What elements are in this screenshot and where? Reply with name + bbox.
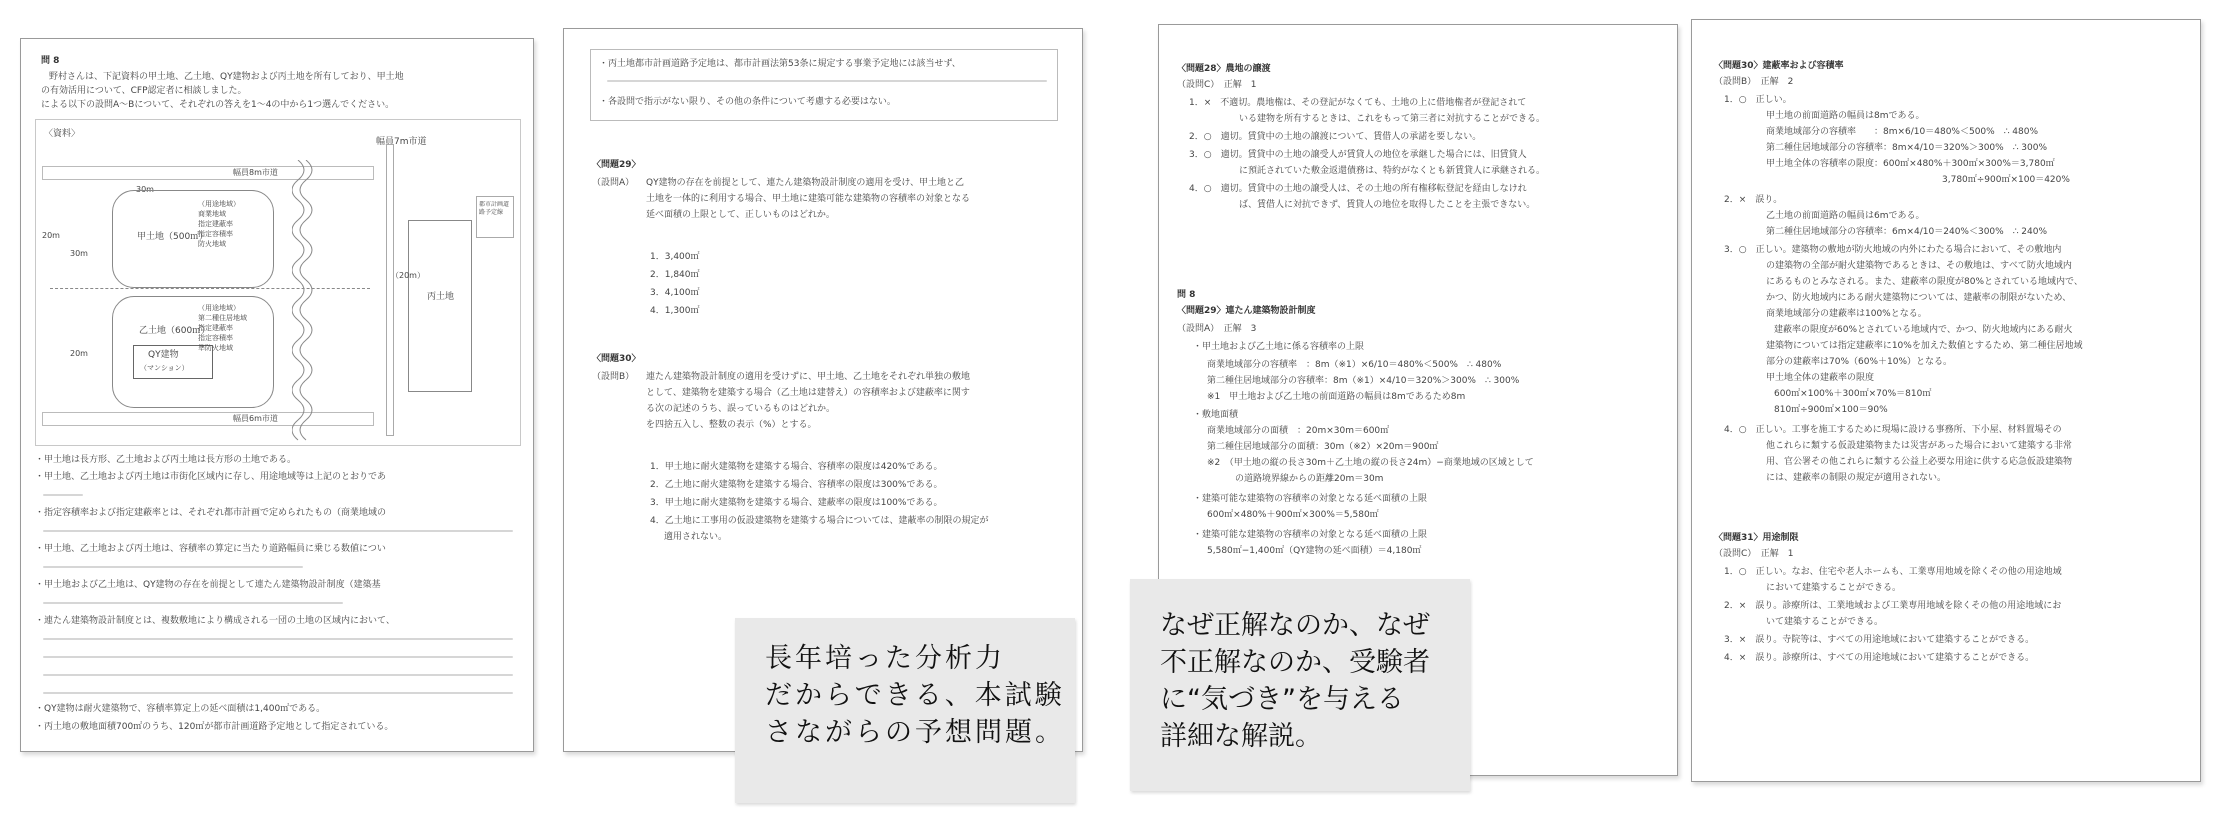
road-label: 幅員7m市道 <box>376 137 427 147</box>
answer-line: 甲土地全体の容積率の限度：600㎡×480%＋300㎡×300%＝3,780㎡ <box>1766 159 2055 169</box>
answer-cont: に預託されていた敷金返還債務は、特約がなくとも新賃貸人に承継される。 <box>1239 166 1546 176</box>
shiryo-label: 〈資料〉 <box>44 129 81 139</box>
lot-b: 乙土地（600㎡） QY建物 （マンション） <box>112 296 274 408</box>
intro-text: 野村さんは、下記資料の甲土地、乙土地、QY建物および丙土地を所有しており、甲土地 <box>49 72 404 82</box>
q29-text: QY建物の存在を前提として、連たん建築物設計制度の適用を受け、甲土地と乙 <box>646 178 965 188</box>
answer-line: 810㎡÷900㎡×100＝90% <box>1774 405 1888 415</box>
zone-text: 準防火地域 <box>198 344 233 352</box>
answer-line: 4．× 誤り。診療所は、すべての用途地域において建築することができる。 <box>1724 653 2035 663</box>
road-break-wavy <box>292 160 316 445</box>
answer-line: 第二種住居地域部分の容積率：8m×4/10＝320%＞300% ∴ 300% <box>1766 143 2048 153</box>
q29-text: 土地を一体的に利用する場合、甲土地に建築可能な建築物の容積率の対象となる <box>646 194 971 204</box>
notes-box <box>590 49 1058 121</box>
dim-label: 20m <box>70 349 88 358</box>
option: 4．1,300㎡ <box>650 306 700 316</box>
calc-line: の道路境界線からの距離20m＝30m <box>1235 474 1384 484</box>
q30-text: を四捨五入し、整数の表示（%）とする。 <box>646 420 817 430</box>
q29-heading: 〈問題29〉 <box>592 160 641 170</box>
q30-heading: 〈問題30〉 <box>592 354 641 364</box>
callout-line: さながらの予想問題。 <box>765 717 1065 748</box>
zone-text: 指定建蔽率 <box>198 324 233 332</box>
q30-answer: （設問B） 正解 2 <box>1714 77 1794 87</box>
q30-text: として、建築物を建築する場合（乙土地は建替え）の容積率および建蔽率に関す <box>646 388 970 398</box>
zone-boundary <box>50 288 370 289</box>
answer-line: の建築物の全部が耐火建築物であるときは、その敷地は、すべて防火地域内 <box>1766 261 2072 271</box>
answer-line: 建蔽率の限度が60%とされている地域内で、かつ、防火地域内にある耐火 <box>1774 325 2073 335</box>
zone-text: 防火地域 <box>198 240 226 248</box>
callout-line: なぜ正解なのか、なぜ <box>1160 610 1430 641</box>
q29-heading: 〈問題29〉連たん建築物設計制度 <box>1177 306 1316 316</box>
intro-text: の有効活用について、CFP認定者に相談しました。 <box>41 86 247 96</box>
zone-text: （用途地域） <box>198 304 240 312</box>
q30-heading: 〈問題30〉建蔽率および容積率 <box>1714 61 1844 71</box>
answer-line: 商業地域部分の容積率 ：8m×6/10＝480%＜500% ∴ 480% <box>1766 127 2039 137</box>
q29-label: （設問A） <box>592 178 635 188</box>
building-qy: QY建物 （マンション） <box>133 345 213 379</box>
answer-line: 600㎡×100%＋300㎡×70%＝810㎡ <box>1774 389 1932 399</box>
callout-line: 詳細な解説。 <box>1160 721 1322 752</box>
bullet-item: ・甲土地、乙土地および丙土地は市街化区域内に存し、用途地域等は上記のとおりであ <box>35 472 387 482</box>
text-line <box>43 566 303 568</box>
option: 4．乙土地に工事用の仮設建築物を建築する場合については、建蔽率の制限の規定が <box>650 516 989 526</box>
bullet-item: ・QY建物は耐火建築物で、容積率算定上の延べ面積は1,400㎡である。 <box>35 704 326 714</box>
answer-line: 1．○ 正しい。 <box>1724 95 1792 105</box>
lot-c: 丙土地 <box>408 220 472 392</box>
road-6m: 幅員6m市道 <box>42 412 374 426</box>
zone-text: 指定建蔽率 <box>198 220 233 228</box>
q31-heading: 〈問題31〉用途制限 <box>1714 533 1799 543</box>
zone-text: （用途地域） <box>198 200 240 208</box>
q28-heading: 〈問題28〉農地の譲渡 <box>1177 64 1271 74</box>
calc-line: ・甲土地および乙土地に係る容積率の上限 <box>1193 342 1365 352</box>
calc-line: ・敷地面積 <box>1193 410 1239 420</box>
answer-cont: いる建物を所有するときは、これをもって第三者に対抗することができる。 <box>1239 114 1546 124</box>
answer-line: 甲土地全体の建蔽率の限度 <box>1766 373 1875 383</box>
dim-label: 30m <box>136 185 154 194</box>
road-7m <box>386 144 394 436</box>
bullet-item: ・甲土地および乙土地は、QY建物の存在を前提として連たん建築物設計制度（建築基 <box>35 580 381 590</box>
answer-line: 商業地域部分の建蔽率は100%となる。 <box>1766 309 1927 319</box>
text-line <box>43 656 513 658</box>
bullet-item: ・連たん建築物設計制度とは、複数敷地により構成される一団の土地の区域内において、 <box>35 616 395 626</box>
answer-line: 他これらに類する仮設建築物または災害があった場合において建築する非常 <box>1766 441 2072 451</box>
answer-line: 建築物については指定建蔽率に10%を加えた数値とするため、第二種住居地域 <box>1766 341 2083 351</box>
note-text: ・各設問で指示がない限り、その他の条件について考慮する必要はない。 <box>599 97 896 107</box>
answer-item: 1．× 不適切。農地権は、その登記がなくても、土地の上に借地権者が登記されて <box>1189 98 1527 108</box>
calc-line: 600㎡×480%＋900㎡×300%＝5,580㎡ <box>1207 510 1379 520</box>
note-text: ・丙土地都市計画道路予定地は、都市計画法第53条に規定する事業予定地には該当せず、 <box>599 59 961 69</box>
sample-page-answers-2 <box>1691 19 2201 782</box>
answer-line: 2．× 誤り。診療所は、工業地域および工業専用地域を除くその他の用途地域にお <box>1724 601 2062 611</box>
answer-line: 部分の建蔽率は70%（60%＋10%）となる。 <box>1766 357 1953 367</box>
answer-item: 4．○ 適切。賃貸中の土地の譲受人は、その土地の所有権移転登記を経由しなけれ <box>1189 184 1527 194</box>
answer-line: 3．× 誤り。寺院等は、すべての用途地域において建築することができる。 <box>1724 635 2035 645</box>
answer-line: 甲土地の前面道路の幅員は8mである。 <box>1766 111 1925 121</box>
lot-a: 甲土地（500㎡） <box>112 190 274 288</box>
q29-text: 延べ面積の上限として、正しいものはどれか。 <box>646 210 835 220</box>
callout-line: だからできる、本試験 <box>765 680 1065 711</box>
answer-cont: ば、賃借人に対抗できず、賃貸人の地位を取得したことを主張できない。 <box>1239 200 1536 210</box>
answer-line: 1．○ 正しい。なお、住宅や老人ホームも、工業専用地域を除くその他の用途地域 <box>1724 567 2062 577</box>
option: 2．1,840㎡ <box>650 270 700 280</box>
option: 3．甲土地に耐火建築物を建築する場合、建蔽率の限度は100%である。 <box>650 498 943 508</box>
road-8m: 幅員8m市道 <box>42 166 374 180</box>
callout-explanation <box>1130 579 1470 791</box>
answer-item: 2．○ 適切。賃貸中の土地の譲渡について、賃借人の承諾を要しない。 <box>1189 132 1482 142</box>
option: 2．乙土地に耐火建築物を建築する場合、容積率の限度は300%である。 <box>650 480 943 490</box>
callout-line: 不正解なのか、受験者 <box>1160 647 1430 678</box>
option: 3．4,100㎡ <box>650 288 700 298</box>
callout-line: 長年培った分析力 <box>765 643 1005 674</box>
bullet-item: ・甲土地は長方形、乙土地および丙土地は長方形の土地である。 <box>35 455 297 465</box>
q30-text: る次の記述のうち、誤っているものはどれか。 <box>646 404 836 414</box>
calc-line: ・建築可能な建築物の容積率の対象となる延べ面積の上限 <box>1193 494 1428 504</box>
callout-prediction <box>735 618 1075 803</box>
q30-label: （設問B） <box>592 372 635 382</box>
option: 1．甲土地に耐火建築物を建築する場合、容積率の限度は420%である。 <box>650 462 943 472</box>
answer-line: 4．○ 正しい。工事を施工するために現場に設ける事務所、下小屋、材料置場その <box>1724 425 2062 435</box>
section-heading: 問 8 <box>1177 290 1196 300</box>
answer-line: 3,780㎡÷900㎡×100＝420% <box>1942 175 2070 185</box>
bullet-item: ・丙土地の敷地面積700㎡のうち、120㎡が都市計画道路予定地として指定されている。 <box>35 722 394 732</box>
text-line <box>43 602 343 604</box>
dim-label: （20m） <box>391 271 425 280</box>
answer-line: 2．× 誤り。 <box>1724 195 1783 205</box>
option: 1．3,400㎡ <box>650 252 700 262</box>
q30-text: 連たん建築物設計制度の適用を受けずに、甲土地、乙土地をそれぞれ単独の敷地 <box>646 372 971 382</box>
text-line <box>43 530 513 532</box>
q29-answer: （設問A） 正解 3 <box>1177 324 1257 334</box>
calc-line: 5,580㎡−1,400㎡（QY建物の延べ面積）＝4,180㎡ <box>1207 546 1422 556</box>
zone-text: 指定容積率 <box>198 230 233 238</box>
calc-line: 商業地域部分の容積率 ：8m（※1）×6/10＝480%＜500% ∴ 480% <box>1207 360 1502 370</box>
answer-line: 第二種住居地域部分の容積率：6m×4/10＝240%＜300% ∴ 240% <box>1766 227 2048 237</box>
calc-line: ・建築可能な建築物の容積率の対象となる延べ面積の上限 <box>1193 530 1428 540</box>
bullet-item: ・甲土地、乙土地および丙土地は、容積率の算定に当たり道路幅員に乗じる数値につい <box>35 544 386 554</box>
text-line <box>43 638 513 640</box>
answer-line: 用、官公署その他これらに類する公益上必要な用途に供する応急仮設建築物 <box>1766 457 2073 467</box>
dim-label: 30m <box>70 249 88 258</box>
answer-line: 乙土地の前面道路の幅員は6mである。 <box>1766 211 1925 221</box>
intro-text: による以下の設問A〜Bについて、それぞれの答えを1〜4の中から1つ選んでください。 <box>41 100 395 110</box>
calc-line: 第二種住居地域部分の容積率：8m（※1）×4/10＝320%＞300% ∴ 300% <box>1207 376 1520 386</box>
zone-text: 商業地域 <box>198 210 226 218</box>
bullet-item: ・指定容積率および指定建蔽率とは、それぞれ都市計画で定められたもの（商業地域の <box>35 508 387 518</box>
zone-text: 第二種住居地域 <box>198 314 247 322</box>
site-diagram <box>35 119 521 446</box>
answer-line: 3．○ 正しい。建築物の敷地が防火地域の内外にわたる場合において、その敷地内 <box>1724 245 2062 255</box>
calc-line: ※2 （甲土地の縦の長さ30m＋乙土地の縦の長さ24m）−商業地域の区域として <box>1207 458 1534 468</box>
sample-page-question <box>20 38 534 752</box>
calc-line: 商業地域部分の面積 ：20m×30m＝600㎡ <box>1207 426 1390 436</box>
answer-line: には、建蔽率の制限の規定が適用されない。 <box>1766 473 1947 483</box>
callout-line: に“気づき”を与える <box>1160 684 1404 715</box>
dim-label: 20m <box>42 231 60 240</box>
zone-text: 指定容積率 <box>198 334 233 342</box>
answer-line: にあるものとみなされる。また、建蔽率の限度が80%とされている地域内で、 <box>1766 277 2083 287</box>
q28-answer: （設問C） 正解 1 <box>1177 80 1257 90</box>
text-line <box>43 692 513 694</box>
question-heading: 問 8 <box>41 56 60 66</box>
option: 適用されない。 <box>664 532 728 542</box>
calc-line: ※1 甲土地および乙土地の前面道路の幅員は8mであるため8m <box>1207 392 1466 402</box>
answer-item: 3．○ 適切。賃貸中の土地の譲受人が賃貸人の地位を承継した場合には、旧賃貸人 <box>1189 150 1527 160</box>
text-line <box>43 494 83 496</box>
answer-line: において建築することができる。 <box>1766 583 1902 593</box>
text-line <box>607 80 1047 82</box>
calc-line: 第二種住居地域部分の面積：30m（※2）×20m＝900㎡ <box>1207 442 1439 452</box>
text-line <box>43 674 513 676</box>
answer-line: いて建築することができる。 <box>1766 617 1884 627</box>
q31-answer: （設問C） 正解 1 <box>1714 549 1794 559</box>
planned-road: 都市計画道路予定線 <box>476 196 514 238</box>
answer-line: かつ、防火地域内にある耐火建築物については、建蔽率の制限がないため、 <box>1766 293 2072 303</box>
